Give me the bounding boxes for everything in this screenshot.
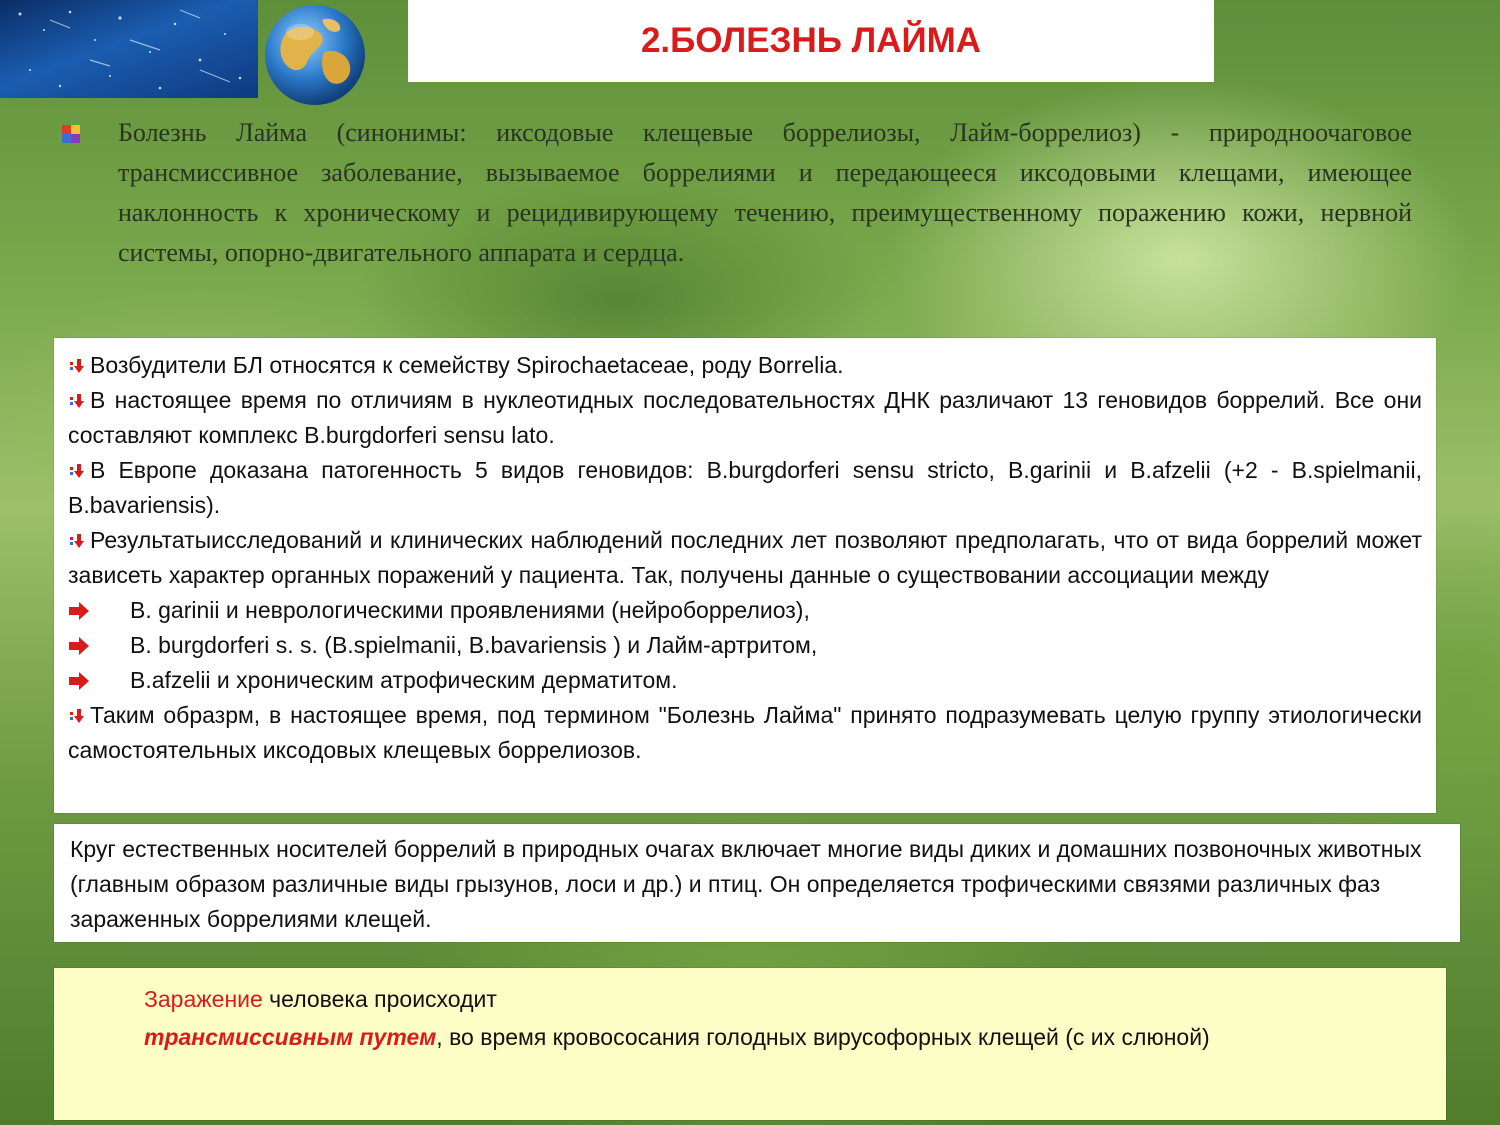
association-item bbox=[68, 628, 1422, 663]
carriers-panel bbox=[54, 824, 1460, 942]
infection-line bbox=[68, 980, 1432, 1018]
paragraph bbox=[68, 523, 1422, 593]
right-arrow-icon bbox=[68, 670, 90, 692]
association-item bbox=[68, 593, 1422, 628]
multicolor-square-bullet-icon bbox=[62, 125, 80, 143]
association-text: B. garinii и неврологическими проявлениями (нейроборрелиоз), bbox=[130, 597, 810, 623]
paragraph-text: Результатыисследований и клинических наблюдений последних лет позволяют предполагать, что от вида боррелий может зависеть характер органных поражений у пациента. Так, получены данные о существовании ассоциации между bbox=[68, 527, 1422, 588]
down-arrow-bullet-icon bbox=[68, 358, 88, 374]
down-arrow-bullet-icon bbox=[68, 708, 88, 724]
down-arrow-bullet-icon bbox=[68, 533, 88, 549]
right-arrow-icon bbox=[68, 600, 90, 622]
conclusion-text: Таким образрм, в настоящее время, под термином "Болезнь Лайма" принято подразумевать целую группу этиологически самостоятельных иксодовых клещевых боррелиозов. bbox=[68, 702, 1422, 763]
infection-route-emphasis: трансмиссивным путем bbox=[144, 1024, 437, 1050]
globe-icon bbox=[262, 2, 368, 108]
association-text: B.afzelii и хроническим атрофическим дерматитом. bbox=[130, 667, 678, 693]
pathogens-panel bbox=[54, 338, 1436, 813]
association-text: B. burgdorferi s. s. (B.spielmanii, B.bavariensis ) и Лайм-артритом, bbox=[130, 632, 818, 658]
slide-title: 2.БОЛЕЗНЬ ЛАЙМА bbox=[640, 21, 982, 60]
down-arrow-bullet-icon bbox=[68, 463, 88, 479]
infection-line-text: человека происходит bbox=[262, 986, 497, 1012]
association-item bbox=[68, 663, 1422, 698]
starry-sky-image bbox=[0, 0, 258, 98]
right-arrow-icon bbox=[68, 635, 90, 657]
title-bar bbox=[408, 0, 1214, 82]
down-arrow-bullet-icon bbox=[68, 393, 88, 409]
carriers-text: Круг естественных носителей боррелий в природных очагах включает многие виды диких и домашних позвоночных животных (главным образом различные виды грызунов, лоси и др.) и птиц. Он определяется трофическими связями различных фаз зараженных боррелиями клещей. bbox=[70, 836, 1422, 932]
paragraph-text: В Европе доказана патогенность 5 видов геновидов: B.burgdorferi sensu stricto, B.garinii и B.afzelii (+2 - B.spielmanii, B.bavariensis). bbox=[68, 457, 1422, 518]
intro-text: Болезнь Лайма (синонимы: иксодовые клещевые боррелиозы, Лайм-боррелиоз) - природноочаговое трансмиссивное заболевание, вызываемое боррелиями и передающееся иксодовыми клещами, имеющее наклонность к хроническому и рецидивирующему течению, преимущественному поражению кожи, нервной системы, опорно-двигательного аппарата и сердца. bbox=[118, 118, 1412, 267]
paragraph-text: Возбудители БЛ относятся к семейству Spirochaetaceae, роду Borrelia. bbox=[90, 352, 844, 378]
intro-section bbox=[62, 113, 1412, 273]
paragraph bbox=[68, 698, 1422, 768]
infection-route bbox=[68, 1018, 1432, 1056]
infection-panel bbox=[54, 968, 1446, 1120]
paragraph bbox=[68, 348, 1422, 383]
infection-route-text: , во время кровососания голодных вирусофорных клещей (с их слюной) bbox=[436, 1024, 1210, 1050]
paragraph bbox=[68, 453, 1422, 523]
paragraph-text: В настоящее время по отличиям в нуклеотидных последовательностях ДНК различают 13 геновидов боррелий. Все они составляют комплекс B.burgdorferi sensu lato. bbox=[68, 387, 1422, 448]
infection-keyword: Заражение bbox=[144, 986, 263, 1012]
paragraph bbox=[68, 383, 1422, 453]
